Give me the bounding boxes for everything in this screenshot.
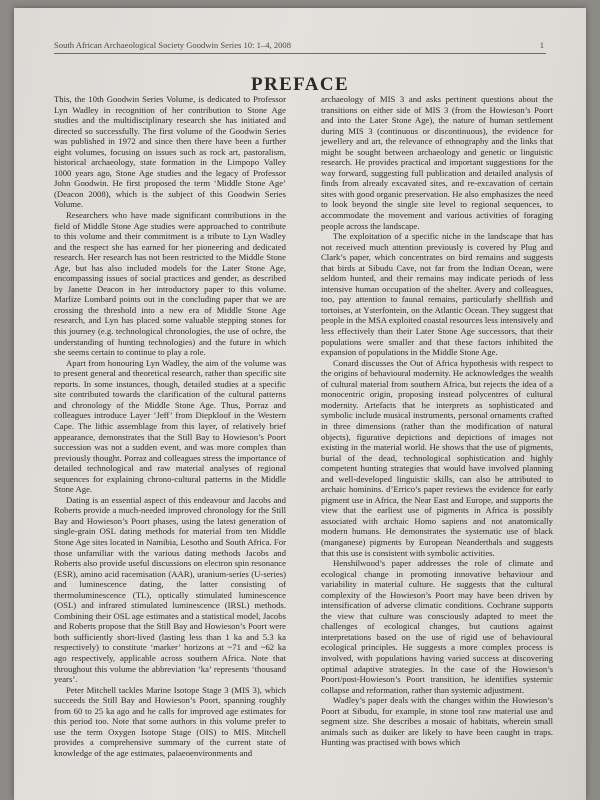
- paragraph: Henshilwood’s paper addresses the role of climate and ecological change in promoting innovative behaviour and variability in material culture. He suggests that the cultural complexity of the Howieson’s Poort may have been driven by intensification of adverse climatic conditions. Cochrane supports the view that culture was consciously adapted to meet the challenges of ecological changes, but cautions against interpretations based on the use of rigid use of behavioural ecological principles. He suggests a more complex process is involved, with populations having varied success at discovering optimal adaptive strategies. In the case of the Howieson’s Poort/post-Howieson’s Poort transition, he identifies systemic collapse and reformation, rather than systemic adjustment.: [321, 558, 553, 695]
- page-title: PREFACE: [250, 74, 350, 95]
- right-column: [321, 94, 553, 748]
- document-page: [14, 8, 586, 800]
- header-rule: [54, 53, 546, 54]
- paragraph: archaeology of MIS 3 and asks pertinent questions about the transitions on either side of MIS 3 (from the Howieson’s Poort and into the Later Stone Age), the nature of human settlement during MIS 3 (continuous or discontinuous), the evidence for jewellery and art, the relevance of ethnography and the links that might be sought between archaeology and genetic or linguistic research. He provides practical and important suggestions for the way forward, suggesting full publication and detailed analysis of finds from already excavated sites, and re-excavation of certain sites with good organic preservation. He also emphasizes the need to look beyond the single site level to regional sequences, to accommodate the movement and various activities of foraging people across the landscape.: [321, 94, 553, 231]
- running-head-title: South African Archaeological Society Goodwin Series 10: 1–4, 2008: [54, 40, 292, 50]
- paragraph: The exploitation of a specific niche in the landscape that has not received much attention previously is covered by Plug and Clark’s paper, which concentrates on bird remains and suggests that birds at Sibudu Cave, not far from the Indian Ocean, were seldom hunted, and their remains may indicate periods of less intensive human occupation of the shelter. Avery and colleagues, too, pay attention to faunal remains, particularly shellfish and tortoises, at Ysterfontein, on the Atlantic Ocean. They suggest that people in the MSA exploited coastal resources less intensively and less effectively than their Later Stone Age successors, that their populations were smaller and that these factors inhibited the expansion of populations in the Middle Stone Age.: [321, 231, 553, 358]
- paragraph: This, the 10th Goodwin Series Volume, is dedicated to Professor Lyn Wadley in recognition of her contribution to Stone Age studies and the multidisciplinary research she has initiated and directed so successfully. The first volume of the Goodwin Series was published in 1972 and since then there have been a further eight volumes, focusing on issues such as rock art, pastoralism, historical archaeology, state formation in the Limpopo Valley 1000 years ago, Stone Age studies and the legacy of Professor John Goodwin. He first proposed the term ‘Middle Stone Age’ (Deacon 2008), which is the subject of this Goodwin Series Volume.: [54, 94, 286, 210]
- paragraph: Apart from honouring Lyn Wadley, the aim of the volume was to present general and theoretical research, rather than specific site reports. In some instances, though, detailed studies at a specific site contributed towards the clarification of the cultural patterns and chronology of the Middle Stone Age. Thus, Porraz and colleagues introduce Layer ‘Jeff’ from Diepkloof in the Western Cape. The lithic assemblage from this layer, of relatively brief appearance, demonstrates that the Still Bay to Howieson’s Poort succession was not a sudden event, and was more complex than previously thought. Porraz and colleagues stress the importance of detailed technological and raw material analyses of regional sequences for explaining chrono-cultural patterns in the Middle Stone Age.: [54, 357, 286, 495]
- page-number: 1: [539, 40, 544, 50]
- paragraph: Dating is an essential aspect of this endeavour and Jacobs and Roberts provide a much-needed improved chronology for the Still Bay and Howieson’s Poort phases, using the latest generation of single-grain OSL dating methods for material from ten Middle Stone Age sites located in Namibia, Lesotho and South Africa. For those unfamiliar with the various dating methods Jacobs and Roberts also provide useful discussions on electron spin resonance (ESR), amino acid racemisation (AAR), uranium-series (U-series) and luminescence dating, the latter consisting of thermoluminescence (TL), optically stimulated luminescence (OSL) and infrared stimulated luminescence (IRSL) methods. Combining their OSL age estimates and a statistical model, Jacobs and Roberts propose that the Still Bay and Howieson’s Poort were both sufficiently short-lived (lasting less than 1 ka and 5.3 ka respectively) to constitute ‘marker’ horizons at ~71 and ~62 ka ago respectively, applicable across southern Africa. Note that throughout this volume the abbreviation ‘ka’ represents ‘thousand years’.: [54, 494, 286, 685]
- running-header: [54, 40, 544, 50]
- paragraph: Wadley’s paper deals with the changes within the Howieson’s Poort at Sibudu, for example, in stone tool raw material use and segment size. She describes a mosaic of habitats, wherein small animals such as duiker are likely to have been caught in traps. Hunting was practised with bows which: [321, 695, 553, 748]
- paragraph: Peter Mitchell tackles Marine Isotope Stage 3 (MIS 3), which succeeds the Still Bay and Howieson’s Poort, spanning roughly from 60 to 25 ka ago and he calls for improved age estimates for this period too. Note that some authors in this volume prefer to use the term Oxygen Isotope Stage (OIS) to MIS. Mitchell provides a comprehensive summary of the current state of knowledge of the age estimates, palaeoenvironments and: [54, 684, 286, 758]
- left-column: [54, 94, 286, 758]
- paragraph: Conard discusses the Out of Africa hypothesis with respect to the origins of behavioural modernity. He acknowledges the wealth of cultural material from southern Africa, but rejects the idea of a monocentric origin, proposing instead polycentres of cultural modernity. Artefacts that he interprets as sophisticated and symbolic include musical instruments, personal ornaments crafted in three dimensions (rather than the modification of natural objects), figurative depictions and depictions of images not existing in the material world. He shows that the use of pigments, burial of the dead, technological sophistication and highly competent hunting strategies that would have involved planning and well-developed linguistic skills, can also be attributed to archaic hominins. d’Errico’s paper reviews the evidence for early pigment use in Africa, the Near East and Europe, and supports the view that the earliest use of pigments in Africa is possibly associated with archaic Homo sapiens and not anatomically modern humans. He demonstrates the systematic use of black (manganese) pigments by European Neanderthals and suggests that this use is consistent with symbolic activities.: [321, 357, 553, 558]
- paragraph: Researchers who have made significant contributions in the field of Middle Stone Age studies were approached to contribute to this volume and their commitment is a tribute to Lyn Wadley and the respect she has earned for her pioneering and dedicated research. Her research has not been restricted to the Middle Stone Age, but has also included models for the Later Stone Age, encompassing issues of social practices and gender, as described by Janette Deacon in her introductory paper to this volume. Marlize Lombard points out in the concluding paper that we are crossing the threshold into a new era of Middle Stone Age research, and Lyn has placed some valuable stepping stones for this journey (e.g. technological chronologies, the use of ochre, the understanding of hunting technologies) and the future in which she seems certain to continue to play a role.: [54, 210, 286, 358]
